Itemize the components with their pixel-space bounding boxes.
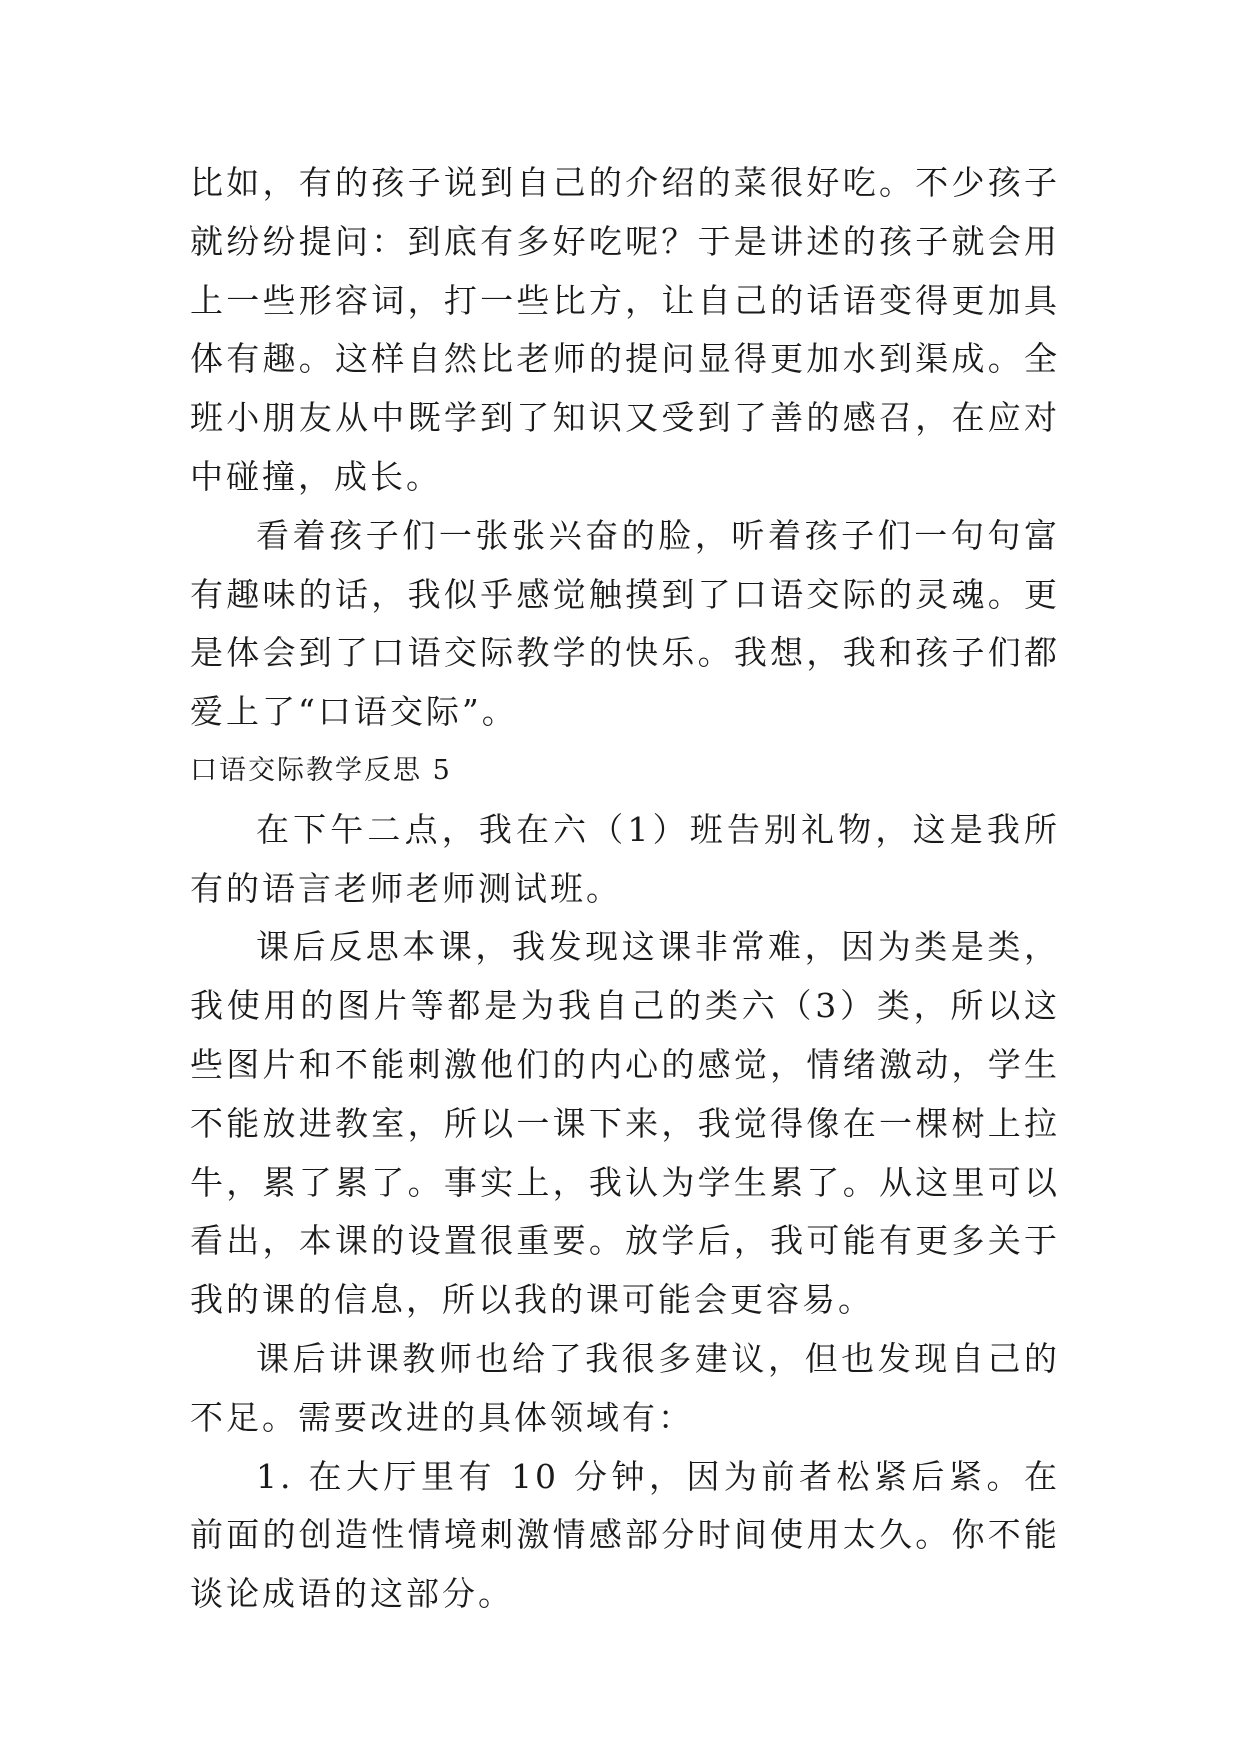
paragraph-after-class-reflection: 课后反思本课，我发现这课非常难，因为类是类，我使用的图片等都是为我自己的类六（3）类，所以这些图片和不能刺激他们的内心的感觉，情绪激动，学生不能放进教室，所以一课下来，我觉得像在一棵树上拉牛，累了累了。事实上，我认为学生累了。从这里可以看出，本课的设置很重要。放学后，我可能有更多关于我的课的信息，所以我的课可能会更容易。 — [190, 927, 1060, 1320]
section-heading: 口语交际教学反思 5 — [190, 754, 452, 786]
paragraph-afternoon-class: 在下午二点，我在六（1）班告别礼物，这是我所有的语言老师老师测试班。 — [190, 809, 1060, 908]
paragraph-improvement-item-1: 1. 在大厅里有 10 分钟，因为前者松紧后紧。在前面的创造性情境刺激情感部分时间使用太久。你不能谈论成语的这部分。 — [190, 1456, 1060, 1614]
paragraph-teacher-suggestions: 课后讲课教师也给了我很多建议，但也发现自己的不足。需要改进的具体领域有： — [190, 1338, 1060, 1437]
paragraph-dish-description: 比如，有的孩子说到自己的介绍的菜很好吃。不少孩子就纷纷提问：到底有多好吃呢？于是讲述的孩子就会用上一些形容词，打一些比方，让自己的话语变得更加具体有趣。这样自然比老师的提问显得更加水到渠成。全班小朋友从中既学到了知识又受到了善的感召，在应对中碰撞，成长。 — [190, 163, 1060, 496]
paragraph-children-faces: 看着孩子们一张张兴奋的脸，听着孩子们一句句富有趣味的话，我似乎感觉触摸到了口语交际的灵魂。更是体会到了口语交际教学的快乐。我想，我和孩子们都爱上了“口语交际”。 — [190, 515, 1060, 732]
document-body — [190, 154, 1060, 1624]
